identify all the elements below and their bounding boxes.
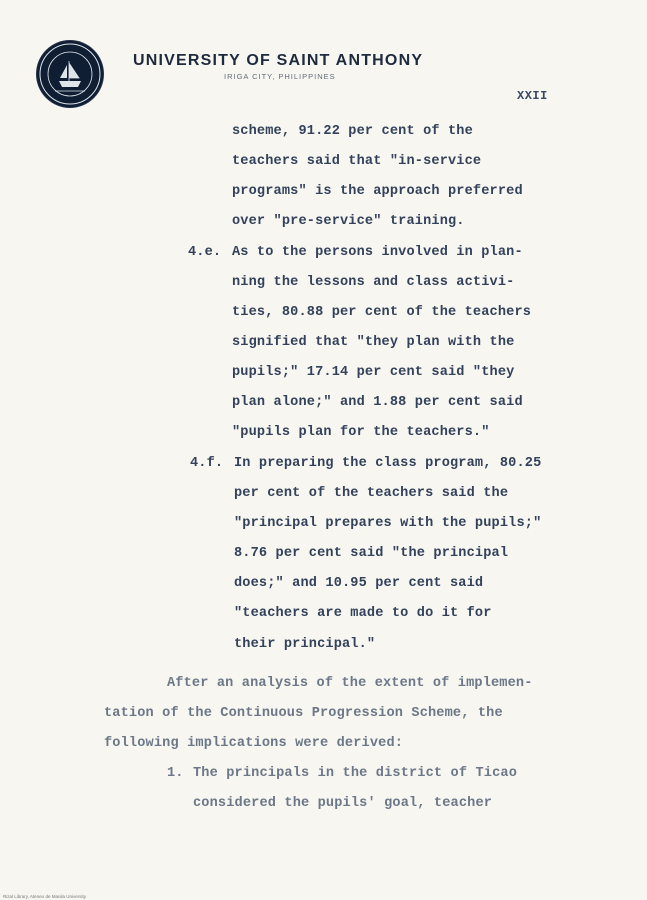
body-line: signified that "they plan with the: [232, 335, 515, 350]
body-line: ties, 80.88 per cent of the teachers: [232, 305, 532, 320]
item-marker-4f: 4.f.: [190, 456, 224, 471]
university-location: IRIGA CITY, PHILIPPINES: [224, 72, 336, 81]
body-line: does;" and 10.95 per cent said: [234, 576, 484, 591]
body-line: their principal.": [234, 637, 376, 652]
body-line: "teachers are made to do it for: [234, 606, 492, 621]
archive-footer: Rizal Library, Ateneo de Manila University: [3, 894, 86, 899]
body-line: After an analysis of the extent of implemen-: [167, 676, 533, 691]
body-line: ning the lessons and class activi-: [232, 275, 515, 290]
body-line: In preparing the class program, 80.25: [234, 456, 542, 471]
body-line: programs" is the approach preferred: [232, 184, 523, 199]
body-line: As to the persons involved in plan-: [232, 245, 523, 260]
item-marker-4e: 4.e.: [188, 245, 222, 260]
body-line: tation of the Continuous Progression Scheme, the: [104, 706, 503, 721]
body-line: pupils;" 17.14 per cent said "they: [232, 365, 515, 380]
body-line: The principals in the district of Ticao: [193, 766, 517, 781]
university-name: UNIVERSITY OF SAINT ANTHONY: [133, 52, 424, 69]
body-line: 8.76 per cent said "the principal: [234, 546, 509, 561]
body-line: "principal prepares with the pupils;": [234, 516, 542, 531]
university-seal-icon: [37, 41, 103, 107]
body-line: per cent of the teachers said the: [234, 486, 509, 501]
page-number: XXII: [517, 89, 548, 103]
body-line: teachers said that "in-service: [232, 154, 482, 169]
body-line: over "pre-service" training.: [232, 214, 465, 229]
body-line: scheme, 91.22 per cent of the: [232, 124, 473, 139]
body-line: "pupils plan for the teachers.": [232, 425, 490, 440]
body-line: following implications were derived:: [104, 736, 404, 751]
body-line: plan alone;" and 1.88 per cent said: [232, 395, 523, 410]
item-marker-1: 1.: [167, 766, 184, 781]
body-line: considered the pupils' goal, teacher: [193, 796, 493, 811]
